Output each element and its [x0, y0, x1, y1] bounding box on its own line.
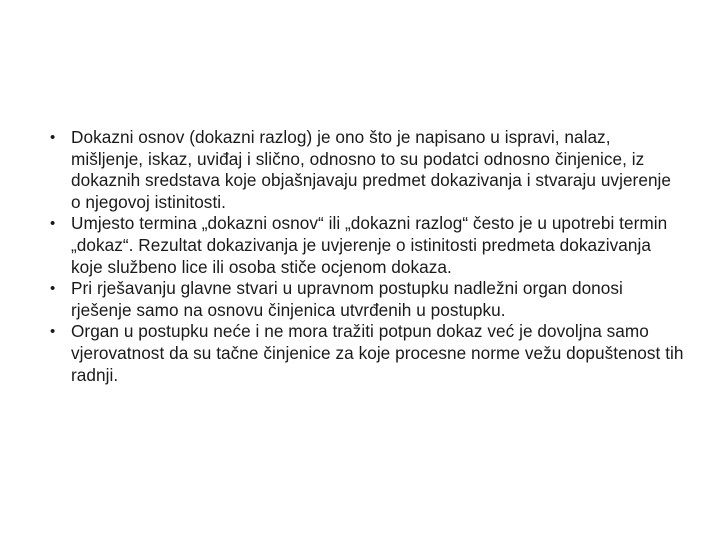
bullet-text: Umjesto termina „dokazni osnov“ ili „dokazni razlog“ često je u upotrebi termin „dokaz“. Rezultat dokazivanja je uvjerenje o istinitosti predmeta dokazivanja koje službeno lice ili osoba stiče ocjenom dokaza.: [71, 213, 668, 277]
bullet-list: [50, 127, 685, 386]
bullet-text: Pri rješavanju glavne stvari u upravnom postupku nadležni organ donosi rješenje samo na osnovu činjenica utvrđenih u postupku.: [71, 278, 623, 320]
bullet-icon: •: [50, 280, 56, 298]
bullet-icon: •: [50, 129, 56, 146]
bullet-icon: •: [50, 215, 56, 233]
bullet-item-umjesto-termina: [50, 213, 685, 278]
bullet-text: Organ u postupku neće i ne mora tražiti potpun dokaz već je dovoljna samo vjerovatnost da su tačne činjenice za koje procesne norme vežu dopuštenost tih radnji.: [71, 321, 684, 385]
bullet-item-organ-u-postupku: [50, 321, 685, 386]
bullet-icon: •: [50, 323, 56, 341]
bullet-text: Dokazni osnov (dokazni razlog) je ono što je napisano u ispravi, nalaz, mišljenje, iskaz, uviđaj i slično, odnosno to su podatci odnosno činjenice, iz dokaznih sredstava koje objašnjavaju predmet dokazivanja i stvaraju uvjerenje o njegovoj istinitosti.: [71, 127, 672, 212]
bullet-item-dokazni-osnov: [50, 127, 685, 213]
bullet-item-pri-rjesavanju: [50, 278, 685, 321]
